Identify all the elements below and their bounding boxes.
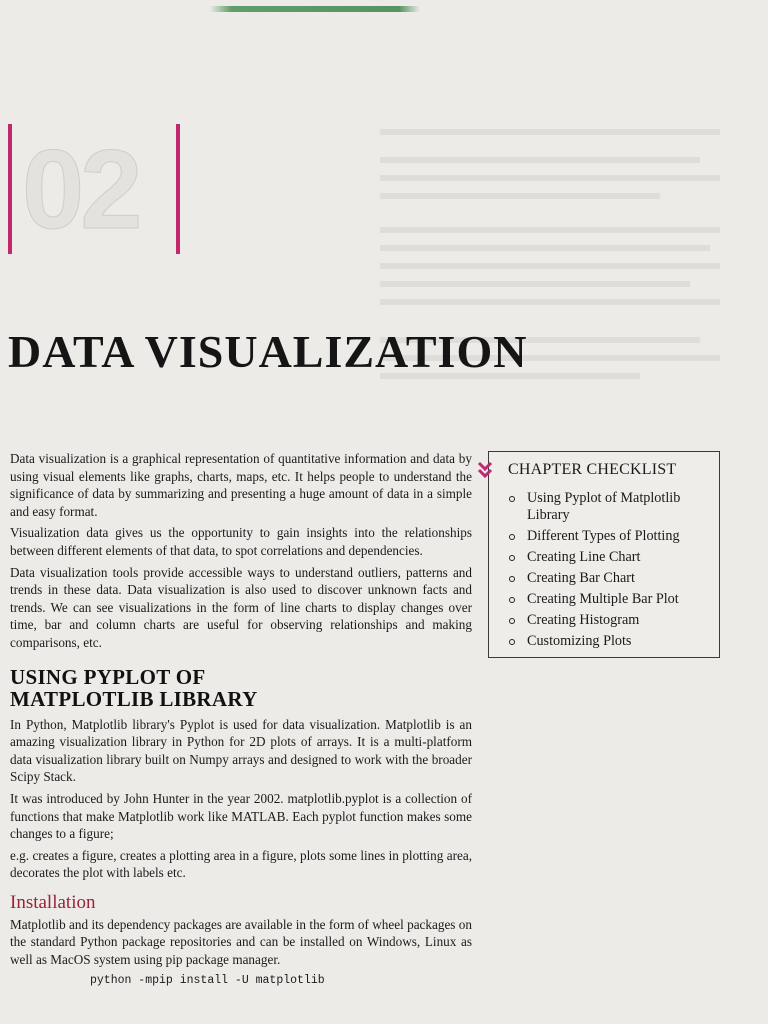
bullet-circle-icon xyxy=(509,618,515,624)
double-chevron-down-icon xyxy=(477,461,493,479)
install-command: python -mpip install -U matplotlib xyxy=(90,973,325,987)
checklist-item xyxy=(509,490,709,524)
intro-paragraph: Data visualization tools provide accessible ways to understand outliers, patterns and trends in these data. Data visualization is also used to discover unknown facts and trends. We can see visualizations in the form of line charts to display changes over time, bar and column charts are useful for observing relationships and making comparisons, etc. xyxy=(10,564,472,650)
bullet-circle-icon xyxy=(509,597,515,603)
chapter-bar-right xyxy=(176,124,180,254)
checklist-item xyxy=(509,633,709,650)
checklist-item-label: Creating Bar Chart xyxy=(527,570,635,586)
main-column xyxy=(10,450,472,989)
checklist-item xyxy=(509,549,709,566)
checklist-title: CHAPTER CHECKLIST xyxy=(508,461,677,478)
checklist-item xyxy=(509,591,709,608)
checklist-item-label: Creating Multiple Bar Plot xyxy=(527,591,679,607)
section-heading-line: USING PYPLOT OF xyxy=(10,664,206,689)
chapter-title: DATA VISUALIZATION xyxy=(8,326,528,377)
chapter-bar-left xyxy=(8,124,12,254)
chapter-number: 02 xyxy=(22,127,139,252)
bullet-circle-icon xyxy=(509,639,515,645)
checklist-item-label: Creating Line Chart xyxy=(527,549,641,565)
section-paragraph: It was introduced by John Hunter in the year 2002. matplotlib.pyplot is a collection of functions that make Matplotlib work like MATLAB. Each pyplot function makes some changes to a figure; xyxy=(10,790,472,842)
section-paragraph: e.g. creates a figure, creates a plotting area in a figure, plots some lines in plotting area, decorates the plot with labels etc. xyxy=(10,847,472,881)
bullet-circle-icon xyxy=(509,496,515,502)
chapter-number-block xyxy=(8,124,188,264)
section-heading-line: MATPLOTLIB LIBRARY xyxy=(10,686,258,711)
section-paragraph: In Python, Matplotlib library's Pyplot is used for data visualization. Matplotlib is an amazing visualization library in Python for 2D plots of arrays. It is a multi-platform data visualization library built on Numpy arrays and designed to work with the broader Scipy Stack. xyxy=(10,716,472,785)
checklist-list xyxy=(509,490,709,654)
bullet-circle-icon xyxy=(509,534,515,540)
top-color-band xyxy=(210,6,420,12)
checklist-item-label: Creating Histogram xyxy=(527,612,640,628)
checklist-item-label: Customizing Plots xyxy=(527,633,632,649)
intro-paragraph: Data visualization is a graphical representation of quantitative information and data by using visual elements like graphs, charts, maps, etc. It helps people to understand the significance of data by summarizing and presenting a huge amount of data in a simple and easy format. xyxy=(10,451,472,519)
installation-paragraph: Matplotlib and its dependency packages are available in the form of wheel packages on the standard Python package repositories and can be installed on Windows, Linux as well as MacOS system using pip package manager. xyxy=(10,916,472,968)
chapter-checklist-box xyxy=(488,451,720,658)
checklist-item xyxy=(509,528,709,545)
bullet-circle-icon xyxy=(509,576,515,582)
intro-paragraph: Visualization data gives us the opportunity to gain insights into the relationships between different elements of that data, to spot correlations and dependencies. xyxy=(10,525,472,558)
checklist-item-label: Using Pyplot of Matplotlib Library xyxy=(527,490,681,523)
section-heading xyxy=(10,666,472,710)
installation-heading: Installation xyxy=(10,891,96,913)
checklist-item xyxy=(509,612,709,629)
bullet-circle-icon xyxy=(509,555,515,561)
checklist-item xyxy=(509,570,709,587)
checklist-item-label: Different Types of Plotting xyxy=(527,528,680,544)
